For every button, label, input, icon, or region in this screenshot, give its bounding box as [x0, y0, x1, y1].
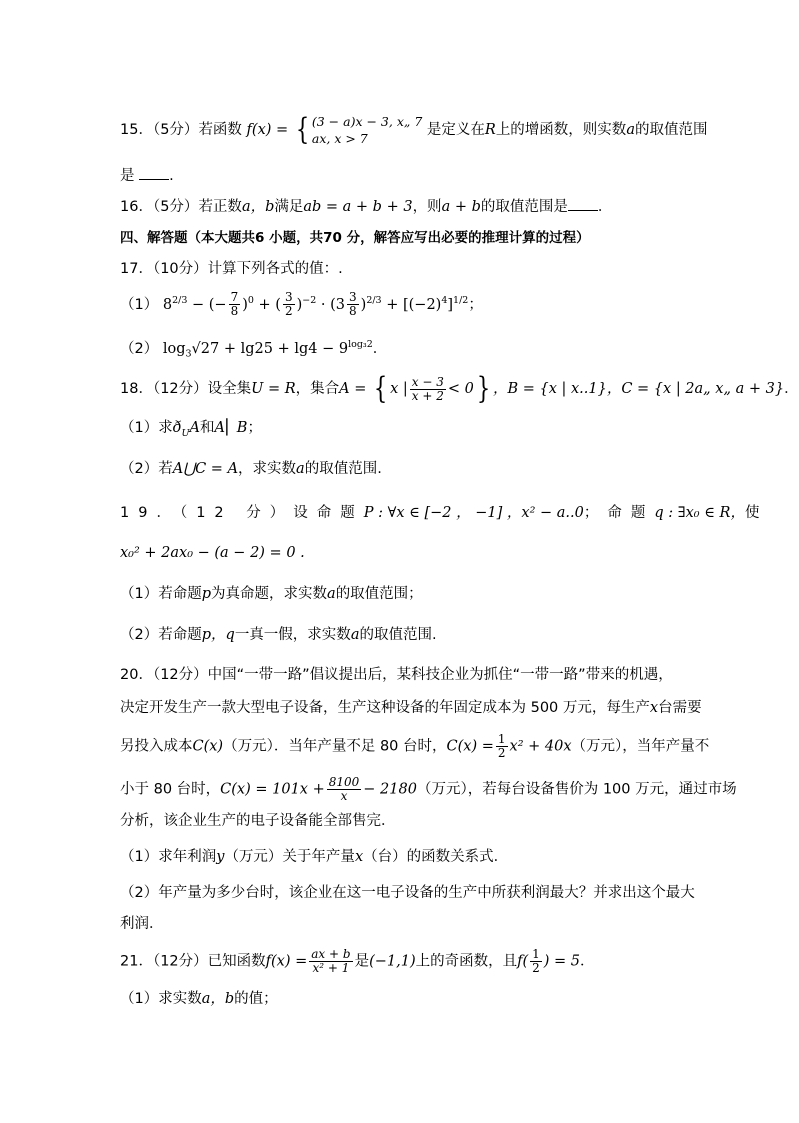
q18-number: 18． — [120, 381, 153, 397]
q15-case2: ax, x > 7 — [311, 131, 368, 146]
q18-part1 — [120, 417, 674, 445]
q19-line2 — [120, 542, 674, 564]
q16-expr: a + b — [441, 199, 481, 215]
q20-line4b: （万元），若每台设备售价为 100 万元，通过市场 — [416, 781, 737, 798]
q18-p1-comp: ð — [172, 420, 182, 436]
q20-p1a: （1）求年利润 — [120, 849, 217, 865]
q17-p1-tail: ； — [468, 296, 483, 313]
q20-line3-frac-num: 1 — [497, 732, 506, 746]
q16-text2: 满足 — [274, 199, 304, 215]
q15-R: R — [484, 122, 496, 138]
q17-p2-log: log — [162, 340, 186, 357]
q20-p1-y: y — [216, 849, 225, 865]
q18-end: ． — [784, 381, 799, 397]
q18-brace-open: { — [373, 371, 388, 406]
q18-A-frac — [410, 376, 446, 403]
q21-f-half: f( — [517, 953, 529, 970]
q21-p1-text: （1）求实数 — [120, 991, 202, 1007]
q15-func: f(x) = — [246, 122, 289, 138]
q16-text4: 的取值范围是 — [480, 199, 568, 215]
q18-p2-label: （2） — [120, 461, 159, 477]
q17-text: 计算下列各式的值：. — [207, 261, 343, 277]
q19-p1-text: （1）若命题 — [120, 586, 202, 602]
q18-part2 — [120, 458, 674, 480]
q15-text4: 的取值范围 — [634, 122, 708, 138]
q17-part2: （2） $\log_3√27 + \lg 25 + \lg 4 - 9^{log_32}$． — [120, 339, 388, 360]
q15-a: a — [626, 122, 635, 138]
q15-text2: 是定义在 — [426, 122, 485, 138]
q18-U: U = R — [251, 381, 296, 397]
q16-number: 16． — [120, 199, 153, 215]
q20-line4-frac — [327, 776, 362, 803]
q18-A-set: x | — [390, 381, 408, 397]
q19-P: P : ∀x ∈ [−2 ， −1] ， — [363, 505, 522, 521]
q21-text2: 是 — [354, 953, 370, 970]
q18-A-cond: < 0 — [447, 381, 474, 397]
q19-p1-rest: 为真命题，求实数 — [211, 586, 328, 602]
q15-cases — [312, 113, 422, 147]
q15-case1: (3 − a)x − 3, x„ 7 — [311, 114, 423, 129]
q18-p1-U: U — [181, 427, 190, 439]
q21-half-num: 1 — [532, 947, 540, 961]
q19-p1-end: 的取值范围； — [335, 586, 423, 602]
q21-text3: 上的奇函数，且 — [415, 953, 518, 970]
q20-line3b: （万元）．当年产量不足 80 台时， — [223, 738, 447, 755]
q19-intro: 19．（12 分）设命题 — [120, 505, 364, 521]
q19-line1 — [120, 502, 760, 524]
q18-p1-label: （1） — [120, 420, 159, 436]
q20-line3-frac — [496, 733, 508, 760]
q15-answer-blank — [139, 165, 169, 180]
q18-p2-text2: ，求实数 — [238, 461, 297, 477]
q15-text: 若函数 — [198, 122, 242, 138]
q16-line — [120, 196, 674, 218]
q16-end: ． — [597, 199, 613, 215]
q15-line1 — [120, 112, 708, 147]
q16-text3: ，则 — [412, 199, 442, 215]
q21-f-half-end: ) = 5 — [543, 953, 581, 970]
q19-p2-pq: p，q — [201, 627, 235, 643]
q18-p1-AB: A⎜ B — [214, 420, 248, 436]
q20-line3-C: C(x) — [192, 738, 224, 755]
q18-p2-eq: A⋃C = A — [172, 461, 239, 477]
q17-p1-expr: $8^{2/3}$ − (− $\frac{7}{8}$ )$^0$ + ( $\frac{3}{2}$ )$^{-2}$ · (3 $\frac{3}{8}$ )$^{2/3} + [(-2)^4]^{1/2}$ — [162, 290, 469, 319]
q17-p2-label: （2） — [120, 340, 159, 357]
q16-score: （5分） — [152, 199, 199, 215]
q20-line3-Cx: C(x) = — [446, 738, 494, 755]
q18-p1-and: 和 — [199, 420, 215, 436]
q21-line — [120, 948, 674, 975]
q17-p2-end: ． — [372, 340, 388, 357]
q18-A-pre: A = — [339, 381, 367, 397]
q18-C-set: ，C = {x | 2a„ x„ a + 3} — [606, 381, 785, 397]
q19-p2-a: a — [350, 627, 360, 643]
q20-part1 — [120, 846, 674, 868]
q18-p1-end: ； — [247, 420, 262, 436]
q18-p1-text1: 求 — [158, 420, 173, 436]
q21-number: 21． — [120, 953, 153, 970]
q16-vars: a，b — [241, 199, 275, 215]
q15-end: . — [169, 168, 174, 184]
q18-brace-close: } — [476, 371, 491, 406]
section-heading: 四、解答题（本大题共6 小题，共70 分，解答应写出必要的推理计算的过程） — [120, 230, 590, 246]
q18-p2-a: a — [296, 461, 305, 477]
q21-p1-end: 的值； — [234, 991, 278, 1007]
q21-p1-vars: a，b — [201, 991, 235, 1007]
q15-line2 — [120, 165, 674, 187]
q20-line4-den: x — [340, 789, 348, 803]
q20-line3a: 另投入成本 — [120, 738, 193, 755]
q17-score: （10分） — [152, 261, 208, 277]
q20-line4-rest: − 2180 — [363, 781, 417, 798]
q19-make: 使 — [744, 505, 760, 521]
q20-line3c: （万元），当年产量不 — [571, 738, 710, 755]
q18-B-set: ，B = {x | x..1} — [492, 381, 607, 397]
q18-p2-text1: 若 — [158, 461, 173, 477]
q20-line4-num: 8100 — [328, 775, 360, 789]
q18-score: （12分） — [152, 381, 208, 397]
q19-equation: x₀² + 2ax₀ − (a − 2) = 0 . — [120, 545, 305, 561]
q18-A-num: x − 3 — [411, 374, 444, 389]
q15-text3: 上的增函数，则实数 — [495, 122, 627, 138]
q20-p1-x: x — [354, 849, 364, 865]
q19-part1 — [120, 583, 674, 605]
q19-p2-text: （2）若命题 — [120, 627, 202, 643]
q21-den: x² + 1 — [312, 961, 350, 975]
q21-frac — [309, 948, 352, 975]
q20-line3-frac-den: 2 — [497, 746, 506, 760]
q21-num: ax + b — [311, 947, 351, 961]
q18-text1: 设全集 — [207, 381, 252, 397]
q20-line5: 分析，该企业生产的电子设备能全部售完． — [120, 813, 396, 829]
q21-text1: 已知函数 — [207, 953, 266, 970]
q20-part2b: 利润． — [120, 916, 164, 932]
q19-p1-a: a — [327, 586, 336, 602]
q20-line2 — [120, 697, 702, 719]
q21-fx: f(x) = — [265, 953, 308, 970]
q20-line4a: 小于 80 台时， — [120, 781, 221, 798]
q20-line2-end: 台需要 — [658, 700, 702, 716]
q16-eq: ab = a + b + 3 — [303, 199, 413, 215]
q17-number: 17． — [120, 261, 153, 277]
q18-text2: ，集合 — [295, 381, 340, 397]
q21-half-frac — [530, 948, 542, 975]
q16-answer-blank — [568, 196, 598, 211]
q20-line2-x: x — [649, 700, 659, 716]
q21-interval: (−1,1) — [369, 953, 416, 970]
q17-p2-exp: log₃2 — [348, 339, 373, 350]
q15-brace: { — [295, 112, 310, 147]
q19-P2: x² − a..0 — [521, 505, 584, 521]
q15-score: （5分） — [152, 122, 199, 138]
q17-line — [120, 258, 674, 280]
q20-part2a: （2）年产量为多少台时，该企业在这一电子设备的生产中所获利润最大？并求出这个最大 — [120, 885, 695, 901]
q20-line4 — [120, 775, 737, 803]
q20-line1: 20．（12分）中国“一带一路”倡议提出后，某科技企业为抓住“一带一路”带来的机遇， — [120, 667, 673, 683]
q17-part1 — [120, 290, 674, 318]
q19-part2 — [120, 624, 674, 646]
q21-part1 — [120, 988, 674, 1010]
q16-text1: 若正数 — [198, 199, 242, 215]
q17-p2-rest: √27 + lg25 + lg4 − 9 — [191, 340, 349, 357]
q21-score: （12分） — [152, 953, 208, 970]
q20-line3 — [120, 732, 710, 760]
q20-line3-rest: x² + 40x — [509, 738, 572, 755]
q18-line — [120, 371, 799, 406]
q19-p2-end: 的取值范围. — [359, 627, 437, 643]
q21-half-den: 2 — [532, 961, 540, 975]
q18-p2-text3: 的取值范围. — [304, 461, 382, 477]
q17-p1-label: （1） — [120, 296, 159, 313]
q19-p1-p: p — [201, 586, 212, 602]
q21-end: ． — [580, 953, 595, 970]
q20-line4-Cx: C(x) = 101x + — [220, 781, 325, 798]
q19-semi: ；命题 — [583, 505, 655, 521]
q15-cont: 是 — [120, 168, 135, 184]
q20-p1c: （台）的函数关系式． — [363, 849, 509, 865]
q15-number: 15． — [120, 122, 153, 138]
q18-p1-A: A — [189, 420, 200, 436]
q19-q: q : ∃x₀ ∈ R， — [654, 505, 745, 521]
q19-p2-rest: 一真一假，求实数 — [234, 627, 351, 643]
q20-p1b: （万元）关于年产量 — [224, 849, 355, 865]
q18-A-den: x + 2 — [411, 388, 444, 403]
q20-line2-text: 决定开发生产一款大型电子设备，生产这种设备的年固定成本为 500 万元，每生产 — [120, 700, 650, 716]
